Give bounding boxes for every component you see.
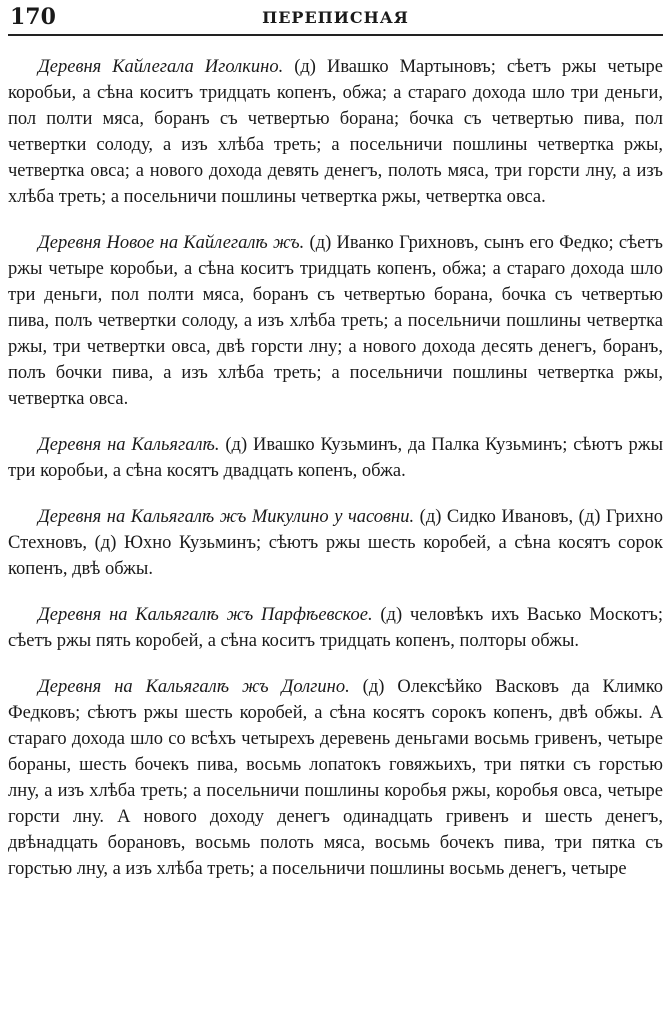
page-number: 170 [10, 4, 56, 30]
entry-paragraph [8, 674, 663, 882]
village-name: Деревня Новое на Кайлегалѣ жъ. [38, 233, 305, 253]
entry-text: (д) Олексѣйко Васковъ да Климко Федковъ; сѣютъ ржы шесть коробей, а сѣна косятъ сорокъ копенъ, двѣ обжы. А стараго дохода шло со всѣхъ четырехъ деревень деньгами восьмь гривенъ, четыре бораны, шесть бочекъ пива, восьмь лопатокъ говяжьихъ, три пятки съ горстью лну, а изъ хлѣба треть; а посельничи пошлины коробья ржы, коробья овса, четыре горсти лну. А нового доходу денегъ одинадцать гривенъ и шесть денегъ, двѣнадцать борановъ, восьмь полоть мяса, восьмь бочекъ пива, три пятка съ горстью лну, а изъ хлѣба треть; а посельничи пошлины восьмь денегъ, четыре [8, 677, 663, 879]
village-name: Деревня на Кальягалѣ жъ Микулино у часовни. [38, 507, 415, 527]
entry-paragraph [8, 602, 663, 654]
entry-text: (д) Иванко Грихновъ, сынъ его Федко; сѣетъ ржы четыре коробьи, а сѣна коситъ тридцать копенъ, обжа; а стараго дохода шло три деньги, пол полти мяса, боранъ съ четвертью борана, бочка съ четвертью пива, полъ четвертки солоду, а изъ хлѣба треть; а посельничи пошлины четвертка ржы, три четвертки овса, двѣ горсти лну; а нового дохода десять денегъ, боранъ, полъ бочки пива, а изъ хлѣба треть; а посельничи пошлины четвертка ржы, четвертка овса. [8, 233, 663, 409]
entry-paragraph [8, 54, 663, 210]
entry-text: (д) человѣкъ ихъ Васько Москотъ; сѣетъ ржы пять коробей, а сѣна коситъ тридцать копенъ, полторы обжы. [8, 605, 663, 651]
village-name: Деревня на Кальягалѣ. [38, 435, 220, 455]
entry-text: (д) Сидко Ивановъ, (д) Грихно Стехновъ, (д) Юхно Кузьминъ; сѣютъ ржы шесть коробей, а сѣна косятъ сорок копенъ, двѣ обжы. [8, 507, 663, 579]
entry-paragraph [8, 504, 663, 582]
entries-body [8, 54, 663, 882]
entry-text: (д) Ивашко Кузьминъ, да Палка Кузьминъ; сѣютъ ржы три коробьи, а сѣна косятъ двадцать копенъ, обжа. [8, 435, 663, 481]
village-name: Деревня Кайлегала Иголкино. [38, 57, 284, 77]
entry-text: (д) Ивашко Мартыновъ; сѣетъ ржы четыре коробьи, а сѣна коситъ тридцать копенъ, обжа; а стараго дохода шло три деньги, пол полти мяса, боранъ съ четвертью борана; бочка съ четвертью пива, пол четвертки солоду, а изъ хлѣба треть; а посельничи пошлины четвертка ржы, четвертка овса; а нового дохода девять денегъ, полоть мяса, три горсти лну, а изъ хлѣба треть; а посельничи пошлины четвертка ржы, четвертка овса. [8, 57, 663, 207]
village-name: Деревня на Кальягалѣ жъ Парфѣевское. [38, 605, 373, 625]
page-header [8, 4, 663, 36]
running-head: ПЕРЕПИСНАЯ [262, 8, 409, 27]
village-name: Деревня на Кальягалѣ жъ Долгино. [38, 677, 350, 697]
entry-paragraph [8, 432, 663, 484]
entry-paragraph [8, 230, 663, 412]
